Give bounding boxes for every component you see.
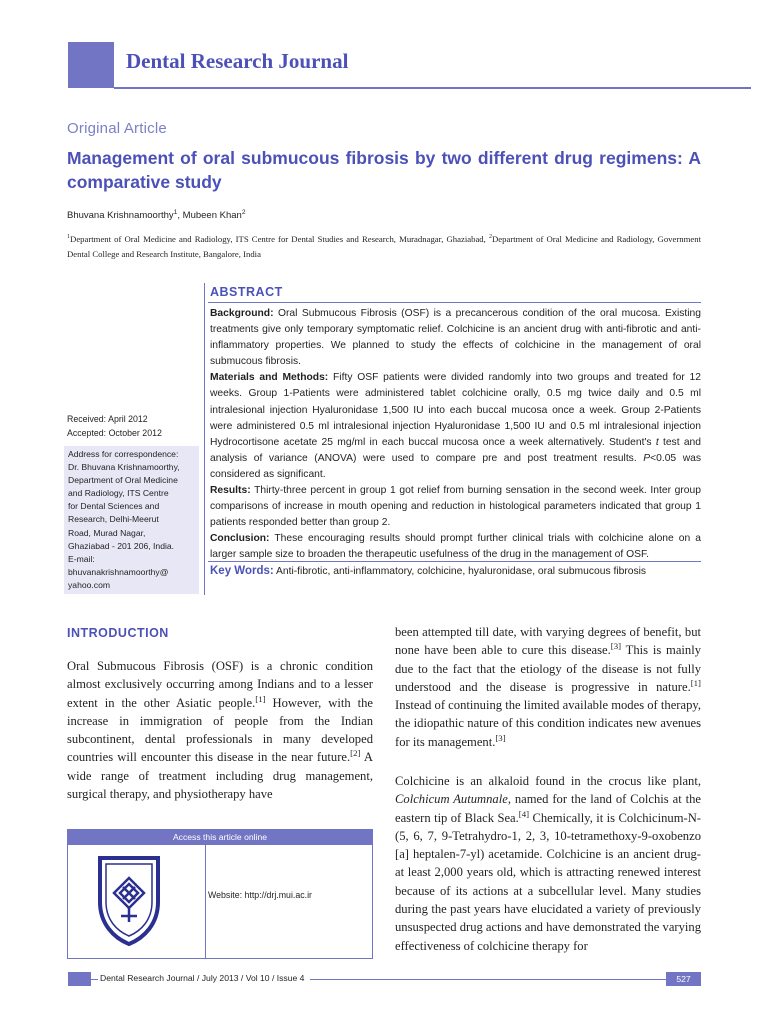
intro-text: Chemically, it is Colchicinum-N-(5, 6, 7, 9-Tetrahydro-1, 2, 3, 10-tetramethoxy-9-oxobenzo [a] heptalen-7-yl) acetamide. Colchicine is an ancient drug-at least 2,000 years old, which is attracting renewed interest because of its actions at a subcellular level. Many studies during the past years have elucidated a variety of previously unsuspected drug actions and have demonstrated the varying effectiveness of colchicine therapy for xyxy=(395,810,702,953)
email-link[interactable]: yahoo.com xyxy=(68,579,111,590)
intro-paragraph xyxy=(67,657,373,803)
accepted-date: Accepted: October 2012 xyxy=(67,428,162,438)
intro-paragraph xyxy=(395,623,701,751)
citation-ref[interactable]: [3] xyxy=(610,641,622,652)
affiliation-sup: 1 xyxy=(67,234,71,241)
keywords-rule xyxy=(208,561,701,562)
address-line: Ghaziabad - 201 206, India. xyxy=(68,540,175,551)
abstract-conclusion-text: These encouraging results should prompt further clinical trials with colchicine alone on a larger sample size to broaden the therapeutic usefulness of the drug in the management of OSF. xyxy=(210,533,701,561)
address-line: Dr. Bhuvana Krishnamoorthy, xyxy=(68,462,180,473)
intro-text: been attempted till date, with varying degrees of benefit, but none have been able to cure this disease. xyxy=(395,625,701,658)
author-list: Bhuvana Krishnamoorthy$^1$, Mubeen Khan$^2$ xyxy=(67,208,246,221)
access-header: Access this article online xyxy=(68,830,372,845)
introduction-heading: INTRODUCTION xyxy=(67,626,169,640)
intro-left-column xyxy=(67,657,373,803)
citation-ref[interactable]: [1] xyxy=(255,693,266,704)
article-title: Management of oral submucous fibrosis by two different drug regimens: A comparative study xyxy=(67,148,701,192)
intro-right-column-bottom xyxy=(395,772,701,955)
address-line: Research, Delhi-Meerut xyxy=(68,514,159,525)
intro-text: Oral Submucous Fibrosis (OSF) is a chronic condition almost exclusively occurring among Indians and to a lesser extent in the other Asiatic people. xyxy=(67,659,373,710)
intro-text: Instead of continuing the limited available modes of therapy, the idiopathic nature of this condition indicates new avenues for its management. xyxy=(395,698,701,749)
correspondence-address xyxy=(68,448,198,592)
affiliation-sup: 2 xyxy=(488,234,492,241)
intro-text: , named for the land of Colchis at the eastern tip of Black Sea. xyxy=(395,792,702,825)
footer-citation: Dental Research Journal / July 2013 / Vol 10 / Issue 4 xyxy=(98,973,310,983)
keywords-text: Anti-fibrotic, anti-inflammatory, colchicine, hyaluronidase, oral submucous fibrosis xyxy=(273,566,647,577)
abstract-results-text: Thirty-three percent in group 1 got relief from burning sensation in the second week. Inter group comparisons of increase in mouth opening and reduction in histological parameters indicated that group 1 patients responded better than group 2. xyxy=(210,485,701,529)
intro-right-column-top xyxy=(395,623,701,751)
abstract-methods xyxy=(210,370,701,483)
affiliation-text: Department of Oral Medicine and Radiology, ITS Centre for Dental Studies and Research, Muradnagar, Ghaziabad, xyxy=(70,234,489,244)
abstract-methods-tail: test and analysis of variance (ANOVA) were used to compare pre and post treatment results. xyxy=(210,436,702,464)
abstract-conclusion-label: Conclusion: xyxy=(210,533,270,545)
journal-seal-icon xyxy=(96,852,162,948)
author-name: Mubeen Khan xyxy=(182,210,242,221)
abstract-heading: ABSTRACT xyxy=(210,285,283,299)
abstract-methods-text: Fifty OSF patients were divided randomly into two groups and treated for 12 weeks. Group 1-Patients were administered tablet colchicine orally, 0.5 mg twice daily and 0.5 ml intralesional injection Hyaluronidase 1,500 IU into each buccal mucosa once a week. Group 2-Patients were administered 0.5 ml intralesional injection Hyaluronidase 1,500 IU and 0.5 ml intralesional injection Hydrocortisone acetate 25 mg/ml in each buccal mucosa once a week alternatively. Student's xyxy=(210,372,702,448)
email-link[interactable]: bhuvanakrishnamoorthy@ xyxy=(68,566,169,577)
abstract-background xyxy=(210,306,701,370)
abstract-body xyxy=(210,306,701,564)
intro-text: However, with the increase in immigration of people from the Indian subcontinent, dental professionals in many developed countries will encounter this disease in the near future. xyxy=(67,695,373,765)
journal-title: Dental Research Journal xyxy=(126,49,349,73)
intro-text: This is mainly due to the fact that the etiology of the disease is not fully understood and the disease is progressive in nature. xyxy=(395,643,702,694)
address-line: Road, Murad Nagar, xyxy=(68,527,146,538)
intro-italic: Colchicum Autumnale xyxy=(395,792,508,807)
address-line: for Dental Sciences and xyxy=(68,501,160,512)
abstract-methods-end: <0.05 was considered as significant. xyxy=(210,452,702,480)
citation-ref[interactable]: [1] xyxy=(690,677,701,688)
page-number: 527 xyxy=(666,972,701,986)
header-rule xyxy=(114,87,751,89)
address-line: Address for correspondence: xyxy=(68,449,179,459)
abstract-background-text: Oral Submucous Fibrosis (OSF) is a precancerous condition of the oral mucosa. Existing treatments give only temporary symptomatic relief. Colchicine is an ancient drug with anti-fibrotic and anti-inflammatory properties. We planned to study the effects of colchicine in the management of oral submucous fibrosis. xyxy=(210,308,701,368)
header-accent-square xyxy=(68,42,114,88)
abstract-methods-p: P xyxy=(643,452,651,464)
citation-ref[interactable]: [3] xyxy=(495,732,506,743)
author-sup: 2 xyxy=(241,208,246,216)
citation-ref[interactable]: [4] xyxy=(518,808,530,819)
access-divider xyxy=(205,845,206,958)
abstract-background-label: Background: xyxy=(210,308,274,319)
affiliation-text: Department of Oral Medicine and Radiology, Government Dental College and Research Institute, Bangalore, India xyxy=(67,234,701,259)
abstract-divider xyxy=(204,283,205,595)
intro-text: A wide range of treatment including drug management, surgical therapy, and physiotherapy have xyxy=(67,750,373,802)
address-line: and Radiology, ITS Centre xyxy=(68,488,169,499)
article-website-link[interactable]: Website: http://drj.mui.ac.ir xyxy=(208,890,312,900)
article-type: Original Article xyxy=(67,120,167,137)
affiliations xyxy=(67,232,701,262)
footer-accent-square xyxy=(68,972,91,986)
intro-paragraph xyxy=(395,772,701,955)
address-line: E-mail: xyxy=(68,553,95,564)
keywords-label: Key Words: xyxy=(210,565,274,577)
abstract-methods-label: Materials and Methods: xyxy=(210,372,329,384)
address-line: Department of Oral Medicine xyxy=(68,475,178,486)
intro-text: Colchicine is an alkaloid found in the crocus like plant, xyxy=(395,774,701,788)
received-date: Received: April 2012 xyxy=(67,414,148,424)
keywords xyxy=(210,565,730,577)
abstract-results-label: Results: xyxy=(210,485,251,497)
abstract-methods-italic: t xyxy=(655,436,659,448)
abstract-rule xyxy=(208,302,701,303)
abstract-conclusion xyxy=(210,531,701,563)
abstract-results xyxy=(210,483,701,531)
dates xyxy=(67,412,162,440)
citation-ref[interactable]: [2] xyxy=(350,748,361,759)
author-name: Bhuvana Krishnamoorthy xyxy=(67,210,174,221)
author-sup: 1 xyxy=(173,208,178,216)
